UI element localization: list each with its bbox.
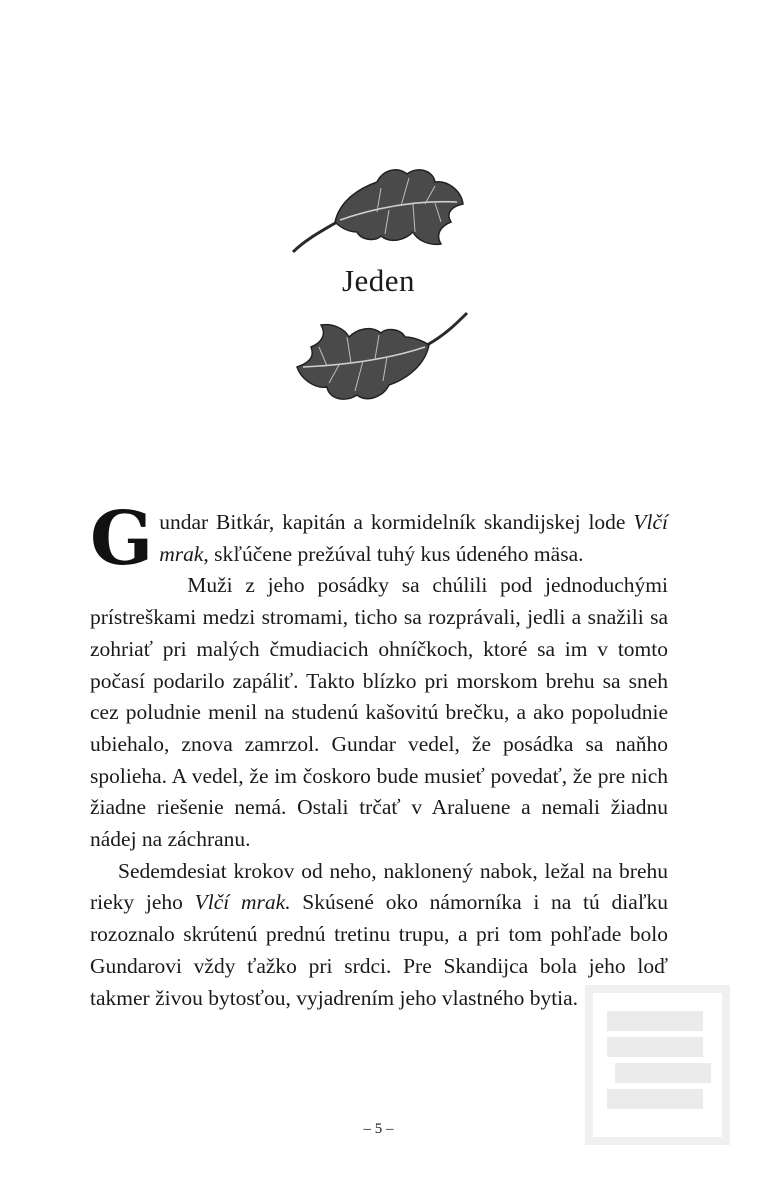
- oak-leaf-top-icon: [285, 160, 475, 260]
- page-number: – 5 –: [363, 1121, 394, 1137]
- books-stack-icon: [585, 985, 730, 1145]
- paragraph-1: Gundar Bitkár, kapitán a kormidelník skandijskej lode Vlčí mrak, skľúčene prežúval tuhý kus údeného mäsa.: [90, 496, 668, 582]
- ship-name: Vlčí mrak.: [194, 890, 291, 915]
- oak-leaf-bottom-icon: [285, 305, 475, 410]
- paragraph-2: Muži z jeho posádky sa chúlili pod jednoduchými prístreškami medzi stromami, ticho sa rozprávali, jedli a snažili sa zohriať pri malých čmudiacich ohníčkoch, ktoré sa im v tomto počasí podarilo zapáliť. Takto blízko pri morskom brehu sa sneh cez poludnie menil na studenú kašovitú brečku, a ako popoludnie ubiehalo, znova zamrzol. Gundar vedel, že posádka sa naňho spolieha. A vedel, že im čoskoro bude musieť povedať, že pre nich žiadne riešenie nemá. Ostali trčať v Araluene a nemali žiadnu nádej na záchranu.: [90, 573, 668, 852]
- ship-name: Vlčí mrak: [159, 510, 668, 566]
- chapter-title: Jeden: [341, 263, 416, 298]
- drop-cap: G: [90, 496, 154, 582]
- paragraph-3: Sedemdesiat krokov od neho, naklonený nabok, ležal na brehu rieky jeho Vlčí mrak. Skúsené oko námorníka i na tú diaľku rozoznalo skrútenú prednú tretinu trupu, a pri tom pohľade bolo Gundarovi vždy ťažko pri srdci. Pre Skandijca bola jeho loď takmer živou bytosťou, vyjadrením jeho vlastného bytia.: [90, 858, 669, 1010]
- chapter-body: [90, 496, 669, 1014]
